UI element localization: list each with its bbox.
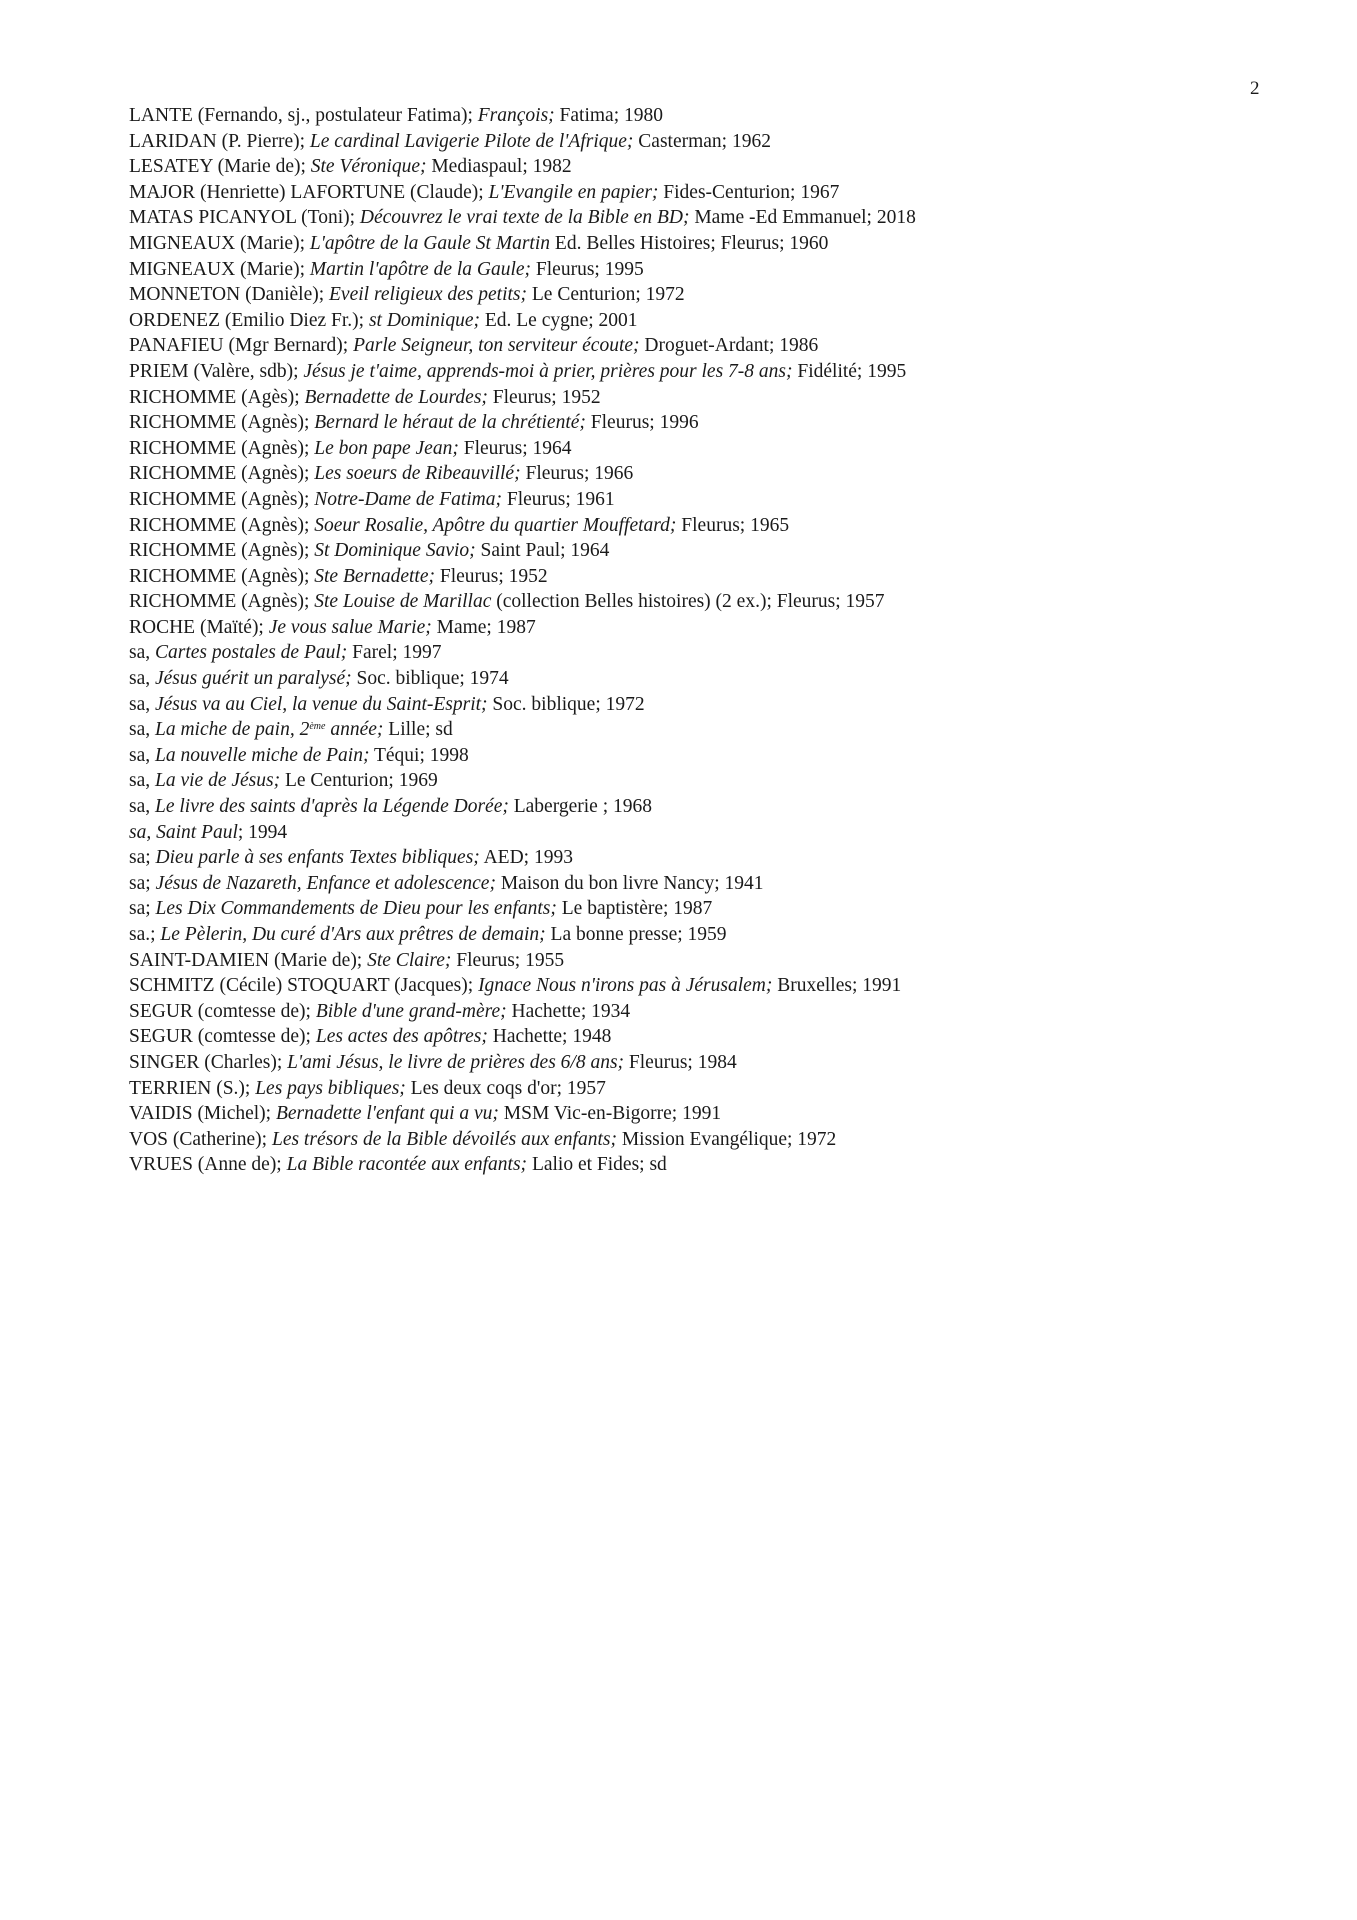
entry-details: (collection Belles histoires) (2 ex.); Fleurus; 1957 bbox=[491, 591, 885, 613]
entry-details: Mame -Ed Emmanuel; 2018 bbox=[689, 207, 916, 229]
bibliography-entry bbox=[129, 896, 1309, 922]
entry-author: sa; bbox=[129, 898, 156, 920]
entry-details: MSM Vic-en-Bigorre; 1991 bbox=[498, 1103, 722, 1125]
entry-title: Le cardinal Lavigerie Pilote de l'Afrique; bbox=[309, 130, 634, 152]
entry-author: LARIDAN (P. Pierre); bbox=[129, 130, 310, 152]
entry-title: Les pays bibliques; bbox=[255, 1077, 406, 1099]
bibliography-entry bbox=[129, 333, 1309, 359]
entry-details: Ed. Le cygne; 2001 bbox=[479, 309, 638, 331]
entry-title: Ste Louise de Marillac bbox=[314, 591, 492, 613]
entry-details: La bonne presse; 1959 bbox=[545, 924, 727, 945]
entry-author: sa, bbox=[129, 744, 155, 766]
entry-details: Le baptistère; 1987 bbox=[556, 898, 713, 920]
entry-author: sa; bbox=[129, 872, 156, 894]
entry-author: VOS (Catherine); bbox=[129, 1128, 272, 1150]
entry-author: PANAFIEU (Mgr Bernard); bbox=[129, 335, 354, 357]
bibliography-entry bbox=[129, 743, 1309, 769]
bibliography-entry bbox=[129, 436, 1309, 462]
bibliography-entry bbox=[129, 359, 1309, 385]
entry-details: Soc. biblique; 1972 bbox=[487, 693, 645, 715]
entry-author: sa, bbox=[129, 668, 155, 690]
entry-details: Mame; 1987 bbox=[431, 616, 536, 638]
bibliography-entry bbox=[129, 922, 1309, 948]
entry-title: La Bible racontée aux enfants; bbox=[286, 1154, 528, 1176]
entry-title: Je vous salue Marie; bbox=[268, 616, 432, 638]
entry-author: MIGNEAUX (Marie); bbox=[129, 232, 310, 254]
entry-author: VRUES (Anne de); bbox=[129, 1154, 287, 1176]
entry-author: sa, bbox=[129, 693, 155, 715]
entry-title: Jésus va au Ciel, la venue du Saint-Esprit; bbox=[155, 693, 488, 715]
entry-details: AED; 1993 bbox=[479, 847, 573, 869]
entry-title: La nouvelle miche de Pain; bbox=[155, 744, 370, 766]
entry-details: Fleurus; 1996 bbox=[585, 412, 699, 434]
bibliography-entry bbox=[129, 487, 1309, 513]
entry-details: Fleurus; 1984 bbox=[624, 1051, 737, 1073]
bibliography-entry bbox=[129, 1127, 1309, 1153]
entry-title bbox=[155, 719, 383, 740]
bibliography-entry bbox=[129, 589, 1309, 615]
entry-details: Droguet-Ardant; 1986 bbox=[639, 335, 819, 357]
entry-title: Eveil religieux des petits; bbox=[329, 284, 528, 306]
bibliography-entry bbox=[129, 205, 1309, 231]
entry-title-superscript: ème bbox=[309, 721, 326, 733]
bibliography-entry bbox=[129, 1076, 1309, 1102]
entry-details: Hachette; 1934 bbox=[506, 1000, 631, 1022]
entry-title: st Dominique; bbox=[368, 309, 480, 331]
entry-details: Fleurus; 1964 bbox=[458, 437, 572, 459]
entry-details: Soc. biblique; 1974 bbox=[351, 668, 509, 690]
bibliography-entry bbox=[129, 513, 1309, 539]
entry-title: La vie de Jésus; bbox=[155, 770, 281, 792]
entry-title: Soeur Rosalie, Apôtre du quartier Mouffetard; bbox=[314, 514, 677, 536]
bibliography-entry bbox=[129, 1101, 1309, 1127]
entry-details: Fleurus; 1995 bbox=[531, 258, 644, 280]
entry-details: Fidélité; 1995 bbox=[792, 360, 907, 382]
entry-author: RICHOMME (Agnès); bbox=[129, 565, 315, 587]
entry-author: RICHOMME (Agnès); bbox=[129, 514, 315, 536]
bibliography-entry bbox=[129, 1050, 1309, 1076]
bibliography-entry bbox=[129, 103, 1309, 129]
entry-author: VAIDIS (Michel); bbox=[129, 1103, 276, 1125]
entry-title: Les soeurs de Ribeauvillé; bbox=[314, 463, 521, 485]
entry-title: L'Evangile en papier; bbox=[488, 181, 659, 203]
entry-details: Le Centurion; 1972 bbox=[527, 284, 685, 306]
entry-details: ; 1994 bbox=[237, 821, 288, 843]
entry-details: Fatima; 1980 bbox=[554, 105, 663, 126]
entry-title: Bernadette l'enfant qui a vu; bbox=[275, 1103, 499, 1125]
entry-title: Ste Claire; bbox=[367, 949, 452, 971]
entry-title: Bernadette de Lourdes; bbox=[304, 386, 488, 408]
entry-author: SAINT-DAMIEN (Marie de); bbox=[129, 949, 368, 971]
entry-author: sa, bbox=[129, 770, 155, 792]
entry-title: François; bbox=[477, 105, 555, 126]
bibliography-entry bbox=[129, 385, 1309, 411]
entry-title: Les Dix Commandements de Dieu pour les enfants; bbox=[155, 898, 557, 920]
entry-author: MATAS PICANYOL (Toni); bbox=[129, 207, 360, 229]
entry-title: St Dominique Savio; bbox=[314, 540, 476, 562]
entry-author: RICHOMME (Agnès); bbox=[129, 540, 315, 562]
bibliography-entry bbox=[129, 308, 1309, 334]
entry-title: Dieu parle à ses enfants Textes bibliques; bbox=[155, 847, 480, 869]
entry-details: Ed. Belles Histoires; Fleurus; 1960 bbox=[550, 232, 829, 254]
entry-details: Fleurus; 1966 bbox=[520, 463, 634, 485]
bibliography-entry bbox=[129, 129, 1309, 155]
entry-details: Fleurus; 1952 bbox=[435, 565, 548, 587]
entry-author: sa, bbox=[129, 642, 155, 664]
bibliography-entry bbox=[129, 692, 1309, 718]
entry-author: LANTE (Fernando, sj., postulateur Fatima); bbox=[129, 105, 478, 126]
bibliography-entry bbox=[129, 257, 1309, 283]
entry-title: Martin l'apôtre de la Gaule; bbox=[309, 258, 532, 280]
entry-title-part: La miche de pain, 2 bbox=[155, 719, 310, 741]
entry-details: Labergerie ; 1968 bbox=[508, 796, 652, 818]
entry-details: Bruxelles; 1991 bbox=[772, 975, 902, 997]
entry-author: ORDENEZ (Emilio Diez Fr.); bbox=[129, 309, 369, 331]
bibliography-entry bbox=[129, 154, 1309, 180]
entry-details: Les deux coqs d'or; 1957 bbox=[405, 1077, 606, 1099]
bibliography-entry bbox=[129, 282, 1309, 308]
bibliography-entry bbox=[129, 666, 1309, 692]
entry-details: Farel; 1997 bbox=[347, 642, 442, 664]
entry-details: Mission Evangélique; 1972 bbox=[616, 1128, 837, 1150]
entry-author: MONNETON (Danièle); bbox=[129, 284, 330, 306]
entry-title-part: année; bbox=[325, 719, 384, 741]
entry-details: Lille; sd bbox=[383, 719, 453, 741]
entry-author: SINGER (Charles); bbox=[129, 1051, 288, 1073]
bibliography-entry bbox=[129, 999, 1309, 1025]
entry-details: Fleurus; 1955 bbox=[451, 949, 565, 971]
entry-title: L'ami Jésus, le livre de prières des 6/8 ans; bbox=[287, 1051, 625, 1073]
entry-author: RICHOMME (Agnès); bbox=[129, 591, 315, 613]
entry-author: TERRIEN (S.); bbox=[129, 1077, 256, 1099]
entry-author: SEGUR (comtesse de); bbox=[129, 1026, 316, 1048]
entry-details: Maison du bon livre Nancy; 1941 bbox=[495, 872, 764, 894]
entry-title: Parle Seigneur, ton serviteur écoute; bbox=[353, 335, 640, 357]
entry-title: Les actes des apôtres; bbox=[315, 1026, 488, 1048]
entry-title: Bible d'une grand-mère; bbox=[315, 1000, 507, 1022]
entry-author: SEGUR (comtesse de); bbox=[129, 1000, 316, 1022]
entry-title: Jésus guérit un paralysé; bbox=[155, 668, 352, 690]
entry-title: Ignace Nous n'irons pas à Jérusalem; bbox=[478, 975, 773, 997]
entry-author: RICHOMME (Agnès); bbox=[129, 437, 315, 459]
entry-title: Cartes postales de Paul; bbox=[155, 642, 348, 664]
entry-title: Jésus de Nazareth, Enfance et adolescence; bbox=[155, 872, 496, 894]
entry-title: Jésus je t'aime, apprends-moi à prier, prières pour les 7-8 ans; bbox=[303, 360, 793, 382]
bibliography-entry bbox=[129, 231, 1309, 257]
bibliography-entry bbox=[129, 794, 1309, 820]
bibliography-list bbox=[129, 103, 1309, 1178]
entry-title: Bernard le héraut de la chrétienté; bbox=[314, 412, 586, 434]
entry-title: Ste Véronique; bbox=[310, 156, 427, 178]
entry-author: RICHOMME (Agnès); bbox=[129, 488, 315, 510]
entry-author: sa; bbox=[129, 847, 156, 869]
bibliography-entry bbox=[129, 180, 1309, 206]
entry-details: Mediaspaul; 1982 bbox=[426, 156, 572, 178]
bibliography-entry bbox=[129, 871, 1309, 897]
entry-author: MAJOR (Henriette) LAFORTUNE (Claude); bbox=[129, 181, 489, 203]
entry-title: Le livre des saints d'après la Légende Dorée; bbox=[155, 796, 509, 818]
entry-details: Fleurus; 1965 bbox=[676, 514, 790, 536]
entry-details: Téqui; 1998 bbox=[369, 744, 469, 766]
entry-author: sa, bbox=[129, 796, 155, 818]
bibliography-entry bbox=[129, 461, 1309, 487]
bibliography-entry bbox=[129, 973, 1309, 999]
entry-details: Fleurus; 1952 bbox=[487, 386, 601, 408]
entry-details: Lalio et Fides; sd bbox=[527, 1154, 667, 1176]
entry-title: Les trésors de la Bible dévoilés aux enfants; bbox=[271, 1128, 617, 1150]
entry-details: Fleurus; 1961 bbox=[502, 488, 615, 510]
entry-author: LESATEY (Marie de); bbox=[129, 156, 311, 178]
bibliography-entry bbox=[129, 410, 1309, 436]
entry-details: Casterman; 1962 bbox=[633, 130, 771, 152]
entry-details: Hachette; 1948 bbox=[487, 1026, 612, 1048]
bibliography-entry bbox=[129, 1024, 1309, 1050]
bibliography-entry bbox=[129, 845, 1309, 871]
bibliography-entry bbox=[129, 564, 1309, 590]
entry-details: Saint Paul; 1964 bbox=[475, 540, 610, 562]
entry-author: PRIEM (Valère, sdb); bbox=[129, 360, 304, 382]
entry-author: sa.; bbox=[129, 924, 161, 945]
entry-title: Découvrez le vrai texte de la Bible en BD; bbox=[359, 207, 690, 229]
bibliography-entry bbox=[129, 948, 1309, 974]
entry-author: sa, bbox=[129, 719, 155, 741]
entry-title: Notre-Dame de Fatima; bbox=[314, 488, 502, 510]
entry-title: L'apôtre de la Gaule St Martin bbox=[309, 232, 551, 254]
bibliography-entry bbox=[129, 640, 1309, 666]
entry-author: RICHOMME (Agnès); bbox=[129, 412, 315, 434]
entry-author: SCHMITZ (Cécile) STOQUART (Jacques); bbox=[129, 975, 479, 997]
entry-title: Le bon pape Jean; bbox=[314, 437, 459, 459]
bibliography-entry bbox=[129, 1152, 1309, 1178]
entry-title: Le Pèlerin, Du curé d'Ars aux prêtres de demain; bbox=[160, 924, 546, 945]
bibliography-entry bbox=[129, 768, 1309, 794]
entry-details: Le Centurion; 1969 bbox=[280, 770, 438, 792]
bibliography-entry bbox=[129, 717, 1309, 743]
entry-title: sa, Saint Paul bbox=[129, 821, 238, 843]
bibliography-entry bbox=[129, 538, 1309, 564]
entry-author: RICHOMME (Agnès); bbox=[129, 463, 315, 485]
entry-author: RICHOMME (Agès); bbox=[129, 386, 305, 408]
entry-author: MIGNEAUX (Marie); bbox=[129, 258, 310, 280]
entry-title: Ste Bernadette; bbox=[314, 565, 435, 587]
bibliography-entry bbox=[129, 615, 1309, 641]
entry-details: Fides-Centurion; 1967 bbox=[658, 181, 840, 203]
entry-author: ROCHE (Maïté); bbox=[129, 616, 269, 638]
page-number: 2 bbox=[1250, 78, 1260, 99]
bibliography-entry bbox=[129, 820, 1309, 846]
